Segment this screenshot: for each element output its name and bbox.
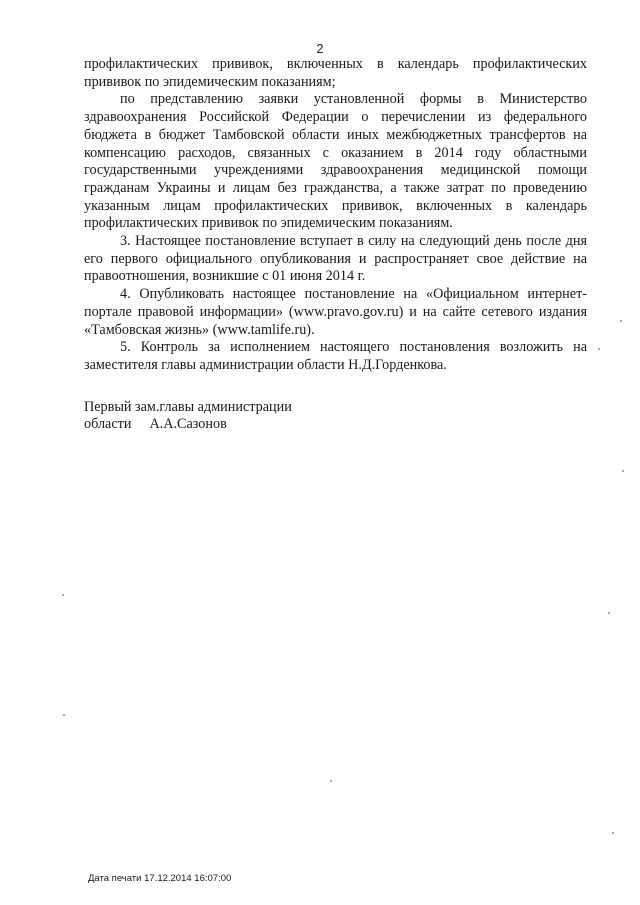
signatory-region: области <box>84 416 132 433</box>
print-date: Дата печати 17.12.2014 16:07:00 <box>88 873 232 884</box>
page-number: 2 <box>316 42 324 56</box>
scan-speck <box>620 320 622 322</box>
scan-speck <box>62 594 64 596</box>
paragraph-clause-3: 3. Настоящее постановление вступает в силу на следующий день после дня его первого официального опубликования и распространяет свое действие на правоотношения, возникшие с 01 июня 2014 г. <box>84 233 587 285</box>
scan-speck <box>612 832 614 834</box>
paragraph-clause-5: 5. Контроль за исполнением настоящего постановления возложить на заместителя главы администрации области Н.Д.Горденкова. <box>84 339 587 373</box>
signatory-name: А.А.Сазонов <box>149 416 227 433</box>
signatory-position: Первый зам.главы администрации <box>84 399 292 415</box>
document-body <box>84 56 587 375</box>
signature-block <box>84 399 404 434</box>
signatory-position-line-2 <box>84 416 404 433</box>
scan-speck <box>330 780 332 782</box>
scan-speck <box>598 348 600 350</box>
scan-speck <box>608 612 610 614</box>
scan-speck <box>622 470 624 472</box>
paragraph-continuation: профилактических прививок, включенных в календарь профилактических прививок по эпидемическим показаниям; <box>84 56 587 90</box>
scan-speck <box>63 714 65 716</box>
paragraph-ministry-request: по представлению заявки установленной формы в Министерство здравоохранения Российской Федерации о перечислении из федерального бюджета в бюджет Тамбовской области иных межбюджетных трансфертов на компенсацию расходов, связанных с оказанием в 2014 году областными государственными учреждениями здравоохранения медицинской помощи гражданам Украины и лицам без гражданства, а также затрат по проведению указанным лицам профилактических прививок, включенных в календарь профилактических прививок по эпидемическим показаниям. <box>84 91 587 232</box>
paragraph-clause-4: 4. Опубликовать настоящее постановление на «Официальном интернет-портале правовой информации» (www.pravo.gov.ru) и на сайте сетевого издания «Тамбовская жизнь» (www.tamlife.ru). <box>84 286 587 338</box>
